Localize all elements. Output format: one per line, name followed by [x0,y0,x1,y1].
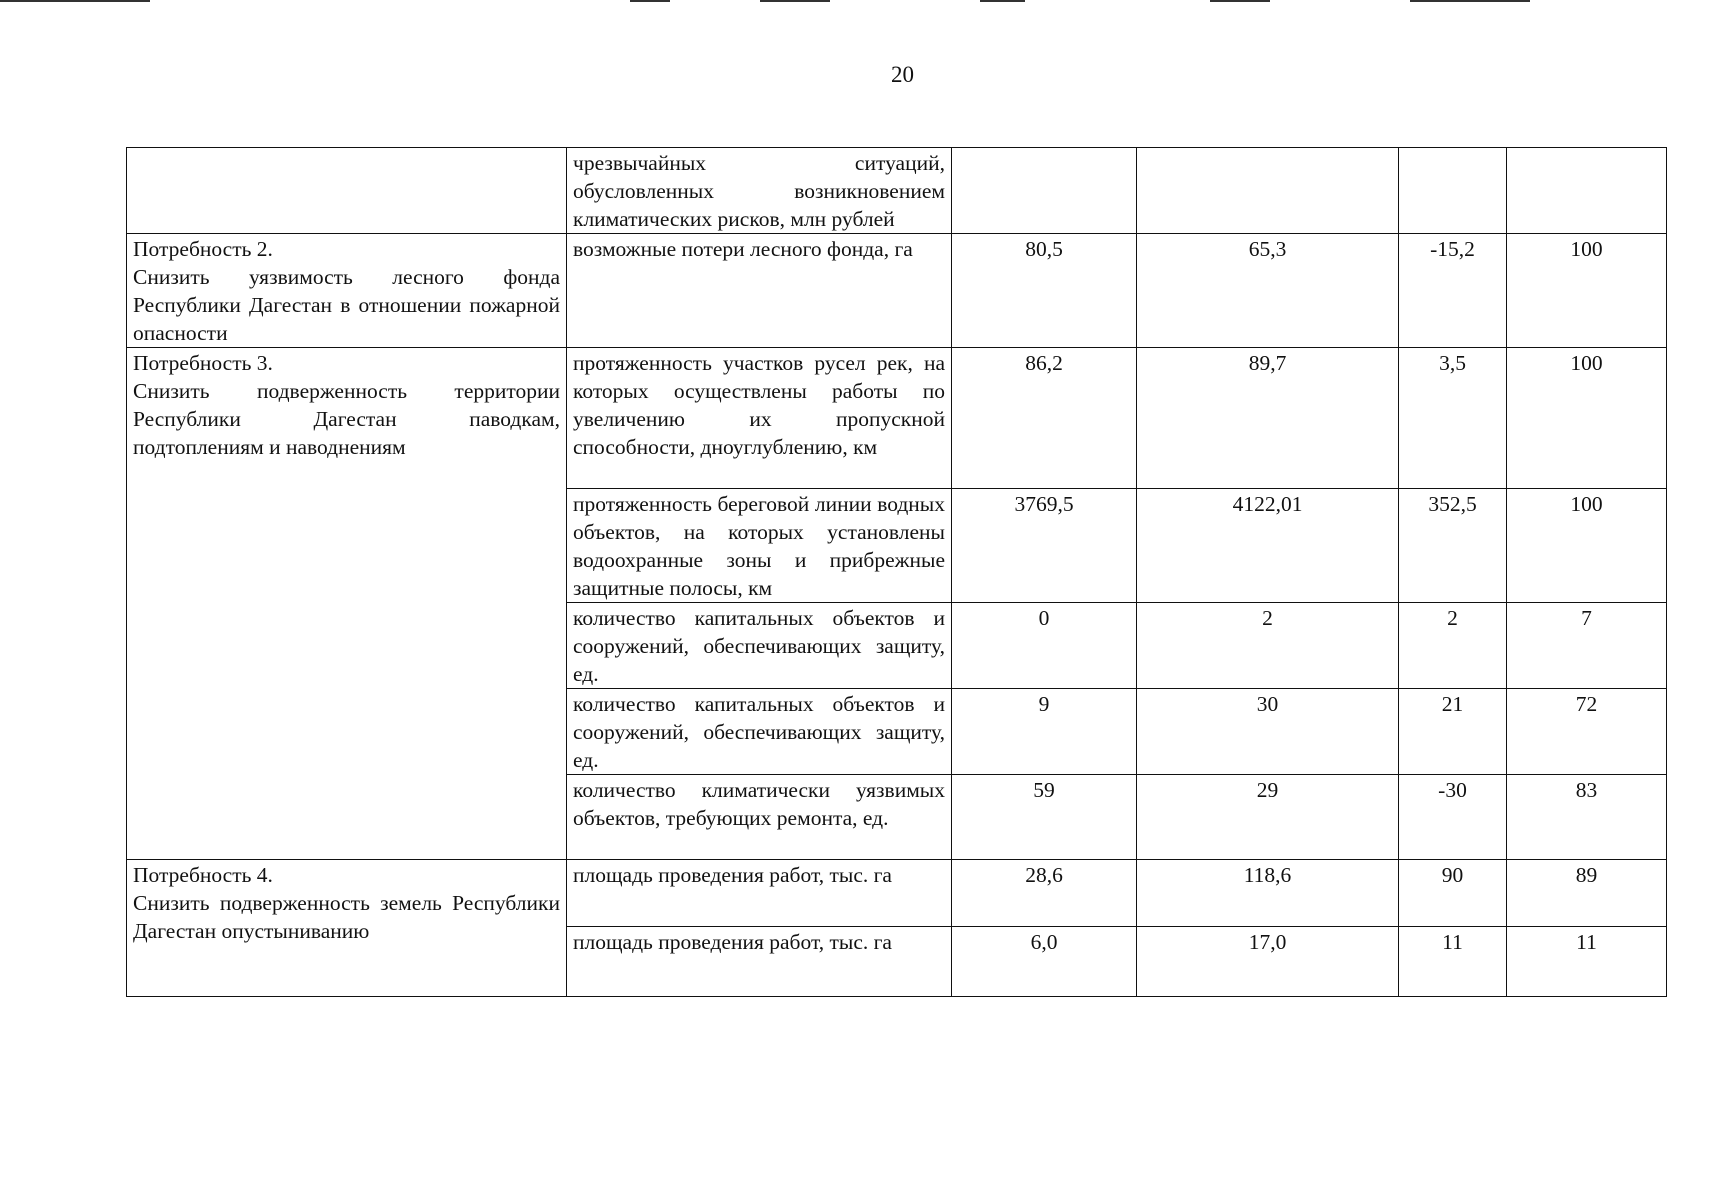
table-row [127,860,1667,927]
indicator-cell: возможные потери лесного фонда, га [567,234,952,348]
need-cell [127,860,567,997]
value-cell: 30 [1137,689,1399,775]
value-cell: 89 [1507,860,1667,927]
value-cell: 83 [1507,775,1667,860]
value-cell [1137,148,1399,234]
value-cell: 2 [1399,603,1507,689]
value-cell: 3,5 [1399,348,1507,489]
value-cell: 29 [1137,775,1399,860]
value-cell: 6,0 [952,927,1137,997]
value-cell: -30 [1399,775,1507,860]
need-title: Потребность 4. [133,863,273,887]
value-cell: 100 [1507,489,1667,603]
table-row [127,348,1667,489]
value-cell: 72 [1507,689,1667,775]
value-cell: 0 [952,603,1137,689]
value-cell: 11 [1399,927,1507,997]
indicator-cell: площадь проведения работ, тыс. га [567,860,952,927]
value-cell: 86,2 [952,348,1137,489]
value-cell: 9 [952,689,1137,775]
indicator-cell: количество капитальных объектов и сооружений, обеспечивающих защиту, ед. [567,603,952,689]
value-cell: 7 [1507,603,1667,689]
value-cell: 4122,01 [1137,489,1399,603]
value-cell: 352,5 [1399,489,1507,603]
indicator-cell: чрезвычайных ситуаций, обусловленных возникновением климатических рисков, млн рублей [567,148,952,234]
value-cell: 100 [1507,348,1667,489]
value-cell: -15,2 [1399,234,1507,348]
scan-edge-mark [630,0,670,2]
indicator-cell: протяженность участков русел рек, на которых осуществлены работы по увеличению их пропускной способности, дноуглублению, км [567,348,952,489]
indicator-cell: количество капитальных объектов и сооружений, обеспечивающих защиту, ед. [567,689,952,775]
need-description: Снизить подверженность территории Республики Дагестан паводкам, подтоплениям и наводнениям [133,379,560,459]
value-cell: 100 [1507,234,1667,348]
need-title: Потребность 3. [133,351,273,375]
value-cell: 3769,5 [952,489,1137,603]
value-cell: 89,7 [1137,348,1399,489]
value-cell: 80,5 [952,234,1137,348]
indicator-cell: протяженность береговой линии водных объектов, на которых установлены водоохранные зоны и прибрежные защитные полосы, км [567,489,952,603]
needs-indicators-table [126,147,1667,997]
scan-edge-mark [980,0,1025,2]
need-description: Снизить уязвимость лесного фонда Республики Дагестан в отношении пожарной опасности [133,265,560,345]
value-cell: 28,6 [952,860,1137,927]
value-cell: 90 [1399,860,1507,927]
table-row [127,148,1667,234]
value-cell: 11 [1507,927,1667,997]
scan-edge-mark [760,0,830,2]
need-cell [127,234,567,348]
value-cell: 17,0 [1137,927,1399,997]
value-cell [1507,148,1667,234]
value-cell: 59 [952,775,1137,860]
indicator-cell: количество климатически уязвимых объектов, требующих ремонта, ед. [567,775,952,860]
page-number: 20 [891,62,914,87]
value-cell: 65,3 [1137,234,1399,348]
value-cell [1399,148,1507,234]
value-cell: 118,6 [1137,860,1399,927]
indicator-cell: площадь проведения работ, тыс. га [567,927,952,997]
value-cell: 2 [1137,603,1399,689]
value-cell: 21 [1399,689,1507,775]
need-description: Снизить подверженность земель Республики Дагестан опустыниванию [133,891,560,943]
value-cell [952,148,1137,234]
need-title: Потребность 2. [133,237,273,261]
scan-edge-mark [0,0,150,2]
need-cell [127,348,567,860]
scan-edge-mark [1210,0,1270,2]
scan-edge-mark [1410,0,1530,2]
table-row [127,234,1667,348]
need-cell [127,148,567,234]
